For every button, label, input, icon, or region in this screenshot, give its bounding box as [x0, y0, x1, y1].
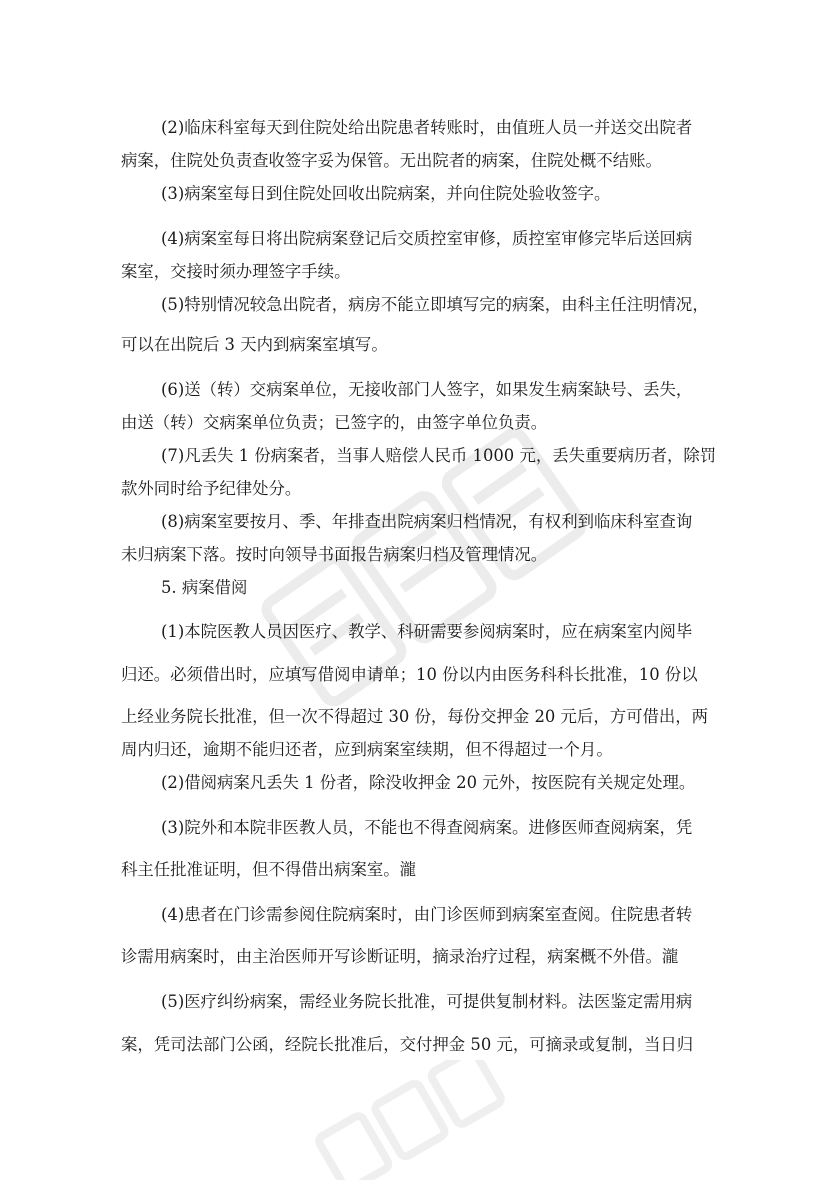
paragraph-line: (5)特别情况较急出院者，病房不能立即填写完的病案，由科主任注明情况， [161, 295, 709, 314]
watermark-logo-bottom [300, 1060, 520, 1180]
paragraph-line: 案室，交接时须办理签字手续。 [121, 262, 351, 281]
paragraph-line: (3)病案室每日到住院处回收出院病案，并向住院处验收签字。 [161, 184, 611, 203]
paragraph-line: 款外同时给予纪律处分。 [121, 479, 302, 498]
paragraph-line: 科主任批准证明，但不得借出病案室。瀧 [121, 860, 417, 879]
section-heading: 5. 病案借阅 [161, 578, 248, 597]
paragraph-line: (8)病案室要按月、季、年排查出院病案归档情况，有权利到临床科室查询 [161, 512, 693, 531]
paragraph-line: (3)院外和本院非医教人员，不能也不得查阅病案。进修医师查阅病案，凭 [161, 818, 693, 837]
paragraph-line: 诊需用病案时，由主治医师开写诊断证明，摘录治疗过程，病案概不外借。瀧 [121, 947, 679, 966]
paragraph-line: (4)患者在门诊需参阅住院病案时，由门诊医师到病案室查阅。住院患者转 [161, 905, 693, 924]
paragraph-line: (2)借阅病案凡丢失 1 份者，除没收押金 20 元外，按医院有关规定处理。 [161, 773, 696, 792]
paragraph-line: 可以在出院后 3 天内到病案室填写。 [121, 335, 388, 354]
paragraph-line: (7)凡丢失 1 份病案者，当事人赔偿人民币 1000 元，丢失重要病历者，除罚 [161, 446, 717, 465]
paragraph-line: (6)送（转）交病案单位，无接收部门人签字，如果发生病案缺号、丢失， [161, 380, 693, 399]
paragraph-line: (5)医疗纠纷病案，需经业务院长批准，可提供复制材料。法医鉴定需用病 [161, 992, 693, 1011]
paragraph-line: 周内归还，逾期不能归还者，应到病案室续期，但不得超过一个月。 [121, 740, 613, 759]
paragraph-line: 由送（转）交病案单位负责；已签字的，由签字单位负责。 [121, 413, 548, 432]
paragraph-line: 归还。必须借出时，应填写借阅申请单；10 份以内由医务科科长批准，10 份以 [121, 665, 698, 684]
paragraph-line: 上经业务院长批准，但一次不得超过 30 份，每份交押金 20 元后，方可借出，两 [121, 707, 709, 726]
paragraph-line: (2)临床科室每天到住院处给出院患者转账时，由值班人员一并送交出院者 [161, 118, 693, 137]
paragraph-line: (4)病案室每日将出院病案登记后交质控室审修，质控室审修完毕后送回病 [161, 229, 693, 248]
paragraph-line: 病案，住院处负责查收签字妥为保管。无出院者的病案，住院处概不结账。 [121, 151, 662, 170]
paragraph-line: (1)本院医教人员因医疗、教学、科研需要参阅病案时，应在病案室内阅毕 [161, 622, 693, 641]
paragraph-line: 未归病案下落。按时向领导书面报告病案归档及管理情况。 [121, 545, 548, 564]
paragraph-line: 案，凭司法部门公函，经院长批准后，交付押金 50 元，可摘录或复制，当日归 [121, 1035, 694, 1054]
